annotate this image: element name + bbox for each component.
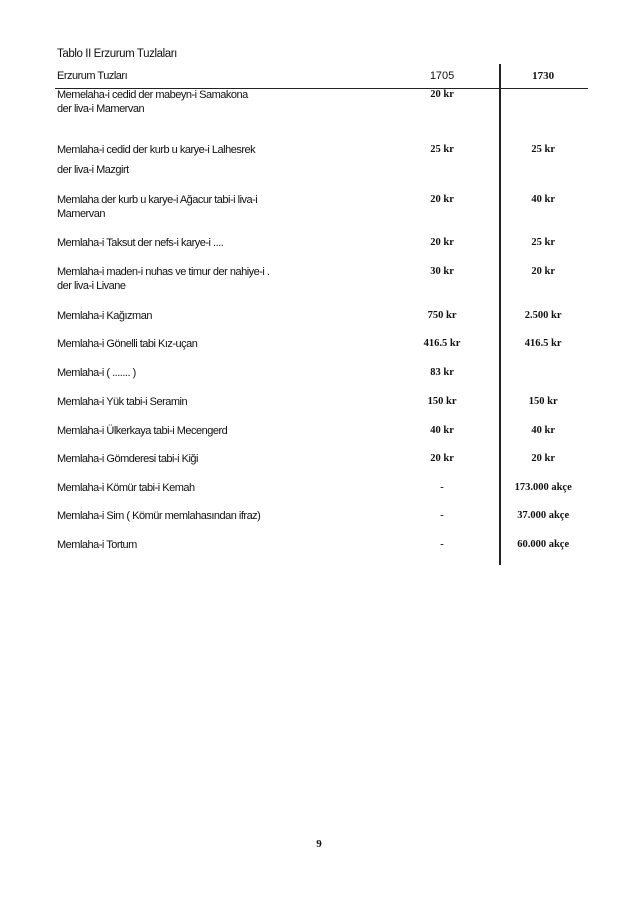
table-caption: Tablo II Erzurum Tuzlaları: [57, 48, 177, 60]
table-row: [55, 193, 588, 221]
cell-1705: 750 kr: [427, 310, 457, 321]
table-row: [55, 366, 588, 380]
cell-1705: 25 kr: [430, 144, 454, 155]
cell-1730: 20 kr: [531, 453, 555, 464]
cell-1705: 20 kr: [430, 89, 454, 100]
cell-salt-work-name: [55, 395, 386, 409]
name-line: Memlaha-i Ülkerkaya tabi-i Mecengerd: [57, 425, 228, 437]
table-row: [55, 395, 588, 409]
cell-salt-work-name: [55, 509, 386, 523]
cell-1730: 150 kr: [528, 396, 558, 407]
name-line: Memlaha der kurb u karye-i Ağacur tabi-i liva-i: [57, 194, 258, 206]
cell-salt-work-name: [55, 366, 386, 380]
table-row: [55, 452, 588, 466]
cell-1730: 25 kr: [531, 237, 555, 248]
cell-1730: 20 kr: [531, 266, 555, 277]
table-row: [55, 88, 588, 116]
table-header-row: [55, 64, 588, 89]
table-row: [55, 538, 588, 552]
cell-1705: 20 kr: [430, 237, 454, 248]
name-line: der liva-i Mazgirt: [57, 164, 129, 176]
name-line: Memlaha-i Gönelli tabi Kız-uçan: [57, 338, 198, 350]
cell-1730: 173.000 akçe: [514, 482, 572, 493]
header-1730: 1730: [532, 70, 555, 82]
cell-1730: 416.5 kr: [524, 338, 562, 349]
cell-1730: 2.500 kr: [524, 310, 562, 321]
table-row: [55, 337, 588, 351]
cell-1705: 416.5 kr: [423, 338, 461, 349]
name-line: der liva-i Livane: [57, 280, 126, 292]
cell-salt-work-name: [55, 481, 386, 495]
name-line: Memlaha-i Sim ( Kömür memlahasından ifraz): [57, 510, 261, 522]
table-row: [55, 424, 588, 438]
table-row: [55, 143, 588, 177]
name-line: Memlaha-i Yük tabi-i Seramin: [57, 396, 188, 408]
cell-salt-work-name: [55, 88, 386, 116]
cell-1705: 30 kr: [430, 266, 454, 277]
header-name: Erzurum Tuzları: [57, 70, 128, 82]
table-row: [55, 509, 588, 523]
cell-1705: 150 kr: [427, 396, 457, 407]
cell-salt-work-name: [55, 309, 386, 323]
name-line: Memlaha-i Kömür tabi-i Kemah: [57, 482, 195, 494]
column-divider: [499, 64, 501, 565]
cell-1705: -: [440, 510, 444, 521]
table-row: [55, 481, 588, 495]
cell-salt-work-name: [55, 143, 386, 177]
header-1705: 1705: [429, 70, 455, 82]
cell-1730: 25 kr: [531, 144, 555, 155]
cell-1730: 60.000 akçe: [517, 539, 570, 550]
table-row: [55, 236, 588, 250]
page-number: 9: [316, 838, 322, 850]
cell-salt-work-name: [55, 424, 386, 438]
name-line: Memlaha-i Tortum: [57, 539, 137, 551]
cell-1730: 40 kr: [531, 194, 555, 205]
cell-1705: 40 kr: [430, 425, 454, 436]
name-line: Memelaha-i cedid der mabeyn-i Samakona: [57, 89, 248, 101]
cell-1705: 20 kr: [430, 453, 454, 464]
cell-1705: -: [440, 482, 444, 493]
cell-salt-work-name: [55, 265, 386, 293]
cell-salt-work-name: [55, 538, 386, 552]
cell-salt-work-name: [55, 337, 386, 351]
name-line: Memlaha-i cedid der kurb u karye-i Lalhesrek: [57, 144, 256, 156]
table-row: [55, 265, 588, 293]
cell-salt-work-name: [55, 236, 386, 250]
table-row: [55, 309, 588, 323]
name-line: Memlaha-i Taksut der nefs-i karye-i ....: [57, 237, 224, 249]
cell-1705: 20 kr: [430, 194, 454, 205]
cell-1730: 37.000 akçe: [517, 510, 570, 521]
cell-salt-work-name: [55, 452, 386, 466]
name-line: der liva-i Mamervan: [57, 103, 145, 115]
cell-1730: 40 kr: [531, 425, 555, 436]
name-line: Memlaha-i Gömderesi tabi-i Kiği: [57, 453, 198, 465]
name-line: Memlaha-i maden-i nuhas ve timur der nahiye-i .: [57, 266, 270, 278]
salt-works-table: [55, 64, 588, 551]
name-line: Memlaha-i ( ....... ): [57, 367, 136, 379]
cell-1705: 83 kr: [430, 367, 454, 378]
name-line: Memlaha-i Kağızman: [57, 310, 152, 322]
name-line: Mamervan: [57, 208, 105, 220]
cell-salt-work-name: [55, 193, 386, 221]
cell-1705: -: [440, 539, 444, 550]
